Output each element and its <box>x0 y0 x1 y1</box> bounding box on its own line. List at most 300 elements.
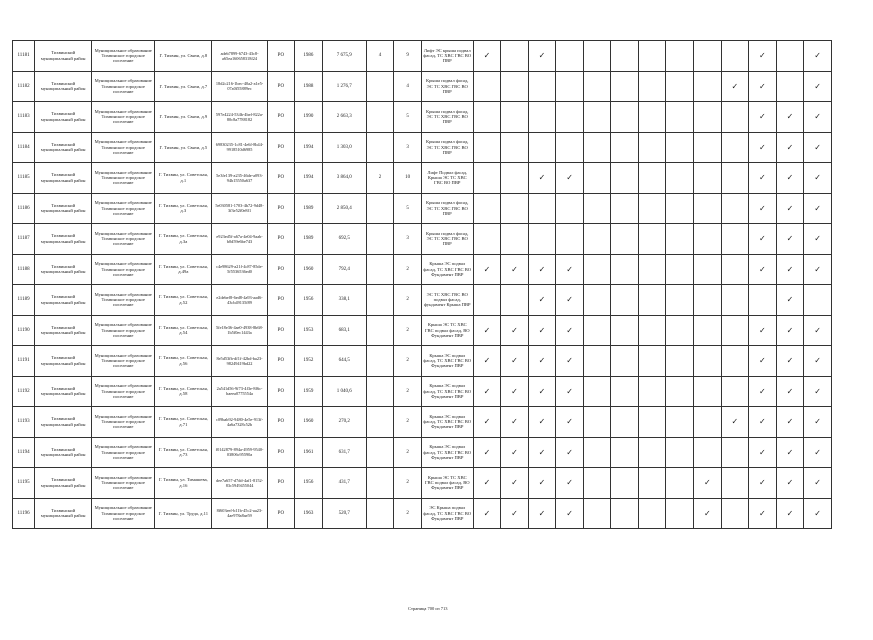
empty-check-cell <box>583 285 611 316</box>
guid-cell: dee7a657-d7dd-4af1-8152-83c5949455044 <box>212 468 267 499</box>
settlement-cell: Муниципальное образование Тихвинское городское поселение <box>92 254 155 285</box>
settlement-cell: Муниципальное образование Тихвинское городское поселение <box>92 346 155 377</box>
empty-check-cell <box>583 498 611 529</box>
table-row <box>13 254 832 285</box>
empty-check-cell <box>694 102 722 133</box>
works-list-cell: Крыша ЭС подвал фасад, ТС ХВС ГВС ВО Фундамент ПВР <box>421 376 473 407</box>
empty-check-cell <box>611 376 639 407</box>
empty-check-cell <box>583 376 611 407</box>
fund-type-cell: РО <box>267 498 295 529</box>
empty-check-cell <box>583 163 611 194</box>
empty-check-cell <box>556 193 584 224</box>
floors-cell: 3 <box>394 224 422 255</box>
settlement-cell: Муниципальное образование Тихвинское городское поселение <box>92 132 155 163</box>
empty-check-cell <box>611 254 639 285</box>
empty-check-cell <box>638 163 666 194</box>
district-cell: Тихвинский муниципальный район <box>35 163 92 194</box>
empty-check-cell <box>583 468 611 499</box>
row-number: 11182 <box>13 71 35 102</box>
empty-check-cell <box>583 346 611 377</box>
guid-cell: f0142879-894a-4959-9540-03806c95590a <box>212 437 267 468</box>
check-mark-icon: ✓ <box>776 163 804 194</box>
empty-check-cell <box>528 102 556 133</box>
settlement-cell: Муниципальное образование Тихвинское городское поселение <box>92 71 155 102</box>
empty-check-cell <box>611 407 639 438</box>
table-row <box>13 437 832 468</box>
fund-type-cell: РО <box>267 285 295 316</box>
empty-check-cell <box>638 315 666 346</box>
elevators-cell <box>366 71 394 102</box>
check-mark-icon: ✓ <box>776 224 804 255</box>
check-mark-icon: ✓ <box>473 346 501 377</box>
check-mark-icon: ✓ <box>528 498 556 529</box>
empty-check-cell <box>611 71 639 102</box>
address-cell: Г. Тихвин, ул. Труда, д.11 <box>155 498 212 529</box>
empty-check-cell <box>666 376 694 407</box>
empty-check-cell <box>473 102 501 133</box>
row-number: 11185 <box>13 163 35 194</box>
empty-check-cell <box>501 193 529 224</box>
year-cell: 1956 <box>295 468 323 499</box>
address-cell: Г. Тихвин, ул. Советская, д.1 <box>155 163 212 194</box>
empty-check-cell <box>638 376 666 407</box>
floors-cell: 2 <box>394 254 422 285</box>
check-mark-icon: ✓ <box>749 224 777 255</box>
settlement-cell: Муниципальное образование Тихвинское городское поселение <box>92 41 155 72</box>
row-number: 11181 <box>13 41 35 72</box>
check-mark-icon: ✓ <box>473 315 501 346</box>
row-number: 11192 <box>13 376 35 407</box>
guid-cell: c4e98629-a21f-4c87-85de-5f5536536ed0 <box>212 254 267 285</box>
check-mark-icon: ✓ <box>749 498 777 529</box>
empty-check-cell <box>776 71 804 102</box>
guid-cell: 8f603eef-b11b-45c2-aa23-4ae978a8ae59 <box>212 498 267 529</box>
works-list-cell: Крыша ЭС подвал фасад, ТС ХВС ГВС ВО Фундамент ПВР <box>421 254 473 285</box>
check-mark-icon: ✓ <box>528 163 556 194</box>
elevators-cell: 4 <box>366 41 394 72</box>
row-number: 11194 <box>13 437 35 468</box>
row-number: 11187 <box>13 224 35 255</box>
check-mark-icon: ✓ <box>556 285 584 316</box>
year-cell: 1989 <box>295 224 323 255</box>
empty-check-cell <box>721 254 749 285</box>
settlement-cell: Муниципальное образование Тихвинское городское поселение <box>92 498 155 529</box>
empty-check-cell <box>666 285 694 316</box>
check-mark-icon: ✓ <box>694 498 722 529</box>
settlement-cell: Муниципальное образование Тихвинское городское поселение <box>92 468 155 499</box>
district-cell: Тихвинский муниципальный район <box>35 498 92 529</box>
district-cell: Тихвинский муниципальный район <box>35 285 92 316</box>
fund-type-cell: РО <box>267 346 295 377</box>
empty-check-cell <box>528 132 556 163</box>
year-cell: 1960 <box>295 254 323 285</box>
settlement-cell: Муниципальное образование Тихвинское городское поселение <box>92 102 155 133</box>
check-mark-icon: ✓ <box>776 193 804 224</box>
empty-check-cell <box>666 407 694 438</box>
works-list-cell: Крыша ЭС подвал фасад, ТС ХВС ГВС ВО Фундамент ПВР <box>421 437 473 468</box>
check-mark-icon: ✓ <box>501 346 529 377</box>
table-row <box>13 102 832 133</box>
empty-check-cell <box>666 498 694 529</box>
guid-cell: 5e030581-1703-4b72-9d48-3f3e52f0e8f1 <box>212 193 267 224</box>
empty-check-cell <box>556 41 584 72</box>
check-mark-icon: ✓ <box>749 407 777 438</box>
area-cell: 2 663,3 <box>322 102 366 133</box>
empty-check-cell <box>721 285 749 316</box>
empty-check-cell <box>694 346 722 377</box>
empty-check-cell <box>666 41 694 72</box>
row-number: 11186 <box>13 193 35 224</box>
check-mark-icon: ✓ <box>776 437 804 468</box>
check-mark-icon: ✓ <box>804 437 832 468</box>
year-cell: 1961 <box>295 437 323 468</box>
works-list-cell: Крыша ЭС подвал фасад, ТС ХВС ГВС ВО Фундамент ПВР <box>421 407 473 438</box>
elevators-cell <box>366 437 394 468</box>
row-number: 11188 <box>13 254 35 285</box>
check-mark-icon: ✓ <box>721 407 749 438</box>
address-cell: Г. Тихвин, ул. Тимашева, д.16 <box>155 468 212 499</box>
empty-check-cell <box>638 468 666 499</box>
empty-check-cell <box>473 163 501 194</box>
empty-check-cell <box>638 71 666 102</box>
empty-check-cell <box>694 71 722 102</box>
row-number: 11196 <box>13 498 35 529</box>
guid-cell: 18d2c216-1bec-40a2-a1e5-07a0f55889ec <box>212 71 267 102</box>
district-cell: Тихвинский муниципальный район <box>35 41 92 72</box>
check-mark-icon: ✓ <box>804 224 832 255</box>
empty-check-cell <box>694 132 722 163</box>
table-row <box>13 468 832 499</box>
check-mark-icon: ✓ <box>556 346 584 377</box>
empty-check-cell <box>528 224 556 255</box>
check-mark-icon: ✓ <box>749 132 777 163</box>
address-cell: Г. Тихвин, ул. Связи, д.5 <box>155 132 212 163</box>
row-number: 11195 <box>13 468 35 499</box>
check-mark-icon: ✓ <box>501 376 529 407</box>
check-mark-icon: ✓ <box>749 254 777 285</box>
fund-type-cell: РО <box>267 132 295 163</box>
check-mark-icon: ✓ <box>528 437 556 468</box>
works-list-cell: Крыша подвал фасад, ЭС ТС ХВС ГВС ВО ПВР <box>421 193 473 224</box>
fund-type-cell: РО <box>267 163 295 194</box>
address-cell: Г. Тихвин, ул. Связи, д.8 <box>155 41 212 72</box>
elevators-cell <box>366 376 394 407</box>
empty-check-cell <box>666 193 694 224</box>
empty-check-cell <box>583 102 611 133</box>
empty-check-cell <box>501 163 529 194</box>
check-mark-icon: ✓ <box>694 468 722 499</box>
floors-cell: 2 <box>394 376 422 407</box>
empty-check-cell <box>583 193 611 224</box>
works-list-cell: Крыша подвал фасад, ЭС ТС ХВС ГВС ВО ПВР <box>421 102 473 133</box>
empty-check-cell <box>583 315 611 346</box>
empty-check-cell <box>638 224 666 255</box>
elevators-cell <box>366 254 394 285</box>
empty-check-cell <box>556 102 584 133</box>
area-cell: 644,5 <box>322 346 366 377</box>
table-row <box>13 41 832 72</box>
check-mark-icon: ✓ <box>776 376 804 407</box>
empty-check-cell <box>556 132 584 163</box>
check-mark-icon: ✓ <box>556 376 584 407</box>
settlement-cell: Муниципальное образование Тихвинское городское поселение <box>92 407 155 438</box>
row-number: 11189 <box>13 285 35 316</box>
empty-check-cell <box>611 224 639 255</box>
year-cell: 1994 <box>295 132 323 163</box>
empty-check-cell <box>666 163 694 194</box>
works-list-cell: Крыша ЭС ТС ХВС ГВС подвал фасад, ВО Фундамент ПВР <box>421 468 473 499</box>
check-mark-icon: ✓ <box>749 193 777 224</box>
district-cell: Тихвинский муниципальный район <box>35 346 92 377</box>
empty-check-cell <box>721 224 749 255</box>
year-cell: 1963 <box>295 498 323 529</box>
area-cell: 1 303,0 <box>322 132 366 163</box>
table-row <box>13 224 832 255</box>
empty-check-cell <box>666 437 694 468</box>
empty-check-cell <box>473 193 501 224</box>
elevators-cell <box>366 407 394 438</box>
check-mark-icon: ✓ <box>804 254 832 285</box>
table-row <box>13 193 832 224</box>
district-cell: Тихвинский муниципальный район <box>35 193 92 224</box>
table-row <box>13 407 832 438</box>
empty-check-cell <box>556 71 584 102</box>
floors-cell: 3 <box>394 132 422 163</box>
check-mark-icon: ✓ <box>501 468 529 499</box>
guid-cell: 5e3fe139-a235-46de-a093-94b15550a637 <box>212 163 267 194</box>
district-cell: Тихвинский муниципальный район <box>35 102 92 133</box>
guid-cell: adeb7899-6743-43c8-a65ea160658318f24 <box>212 41 267 72</box>
check-mark-icon: ✓ <box>804 498 832 529</box>
empty-check-cell <box>611 132 639 163</box>
check-mark-icon: ✓ <box>749 41 777 72</box>
check-mark-icon: ✓ <box>749 468 777 499</box>
empty-check-cell <box>473 71 501 102</box>
floors-cell: 2 <box>394 315 422 346</box>
check-mark-icon: ✓ <box>528 285 556 316</box>
empty-check-cell <box>749 285 777 316</box>
page-footer: Страница 700 из 713 <box>408 606 448 611</box>
check-mark-icon: ✓ <box>804 346 832 377</box>
area-cell: 2 850,4 <box>322 193 366 224</box>
district-cell: Тихвинский муниципальный район <box>35 437 92 468</box>
year-cell: 1989 <box>295 193 323 224</box>
empty-check-cell <box>666 468 694 499</box>
empty-check-cell <box>666 346 694 377</box>
empty-check-cell <box>611 193 639 224</box>
year-cell: 1994 <box>295 163 323 194</box>
check-mark-icon: ✓ <box>776 315 804 346</box>
empty-check-cell <box>611 498 639 529</box>
empty-check-cell <box>721 102 749 133</box>
empty-check-cell <box>611 346 639 377</box>
settlement-cell: Муниципальное образование Тихвинское городское поселение <box>92 163 155 194</box>
floors-cell: 2 <box>394 468 422 499</box>
empty-check-cell <box>666 132 694 163</box>
table-row <box>13 376 832 407</box>
works-list-cell: ЭС ТС ХВС ГВС ВО подвал фасад, фундамент Крыша ПВР <box>421 285 473 316</box>
district-cell: Тихвинский муниципальный район <box>35 224 92 255</box>
check-mark-icon: ✓ <box>749 315 777 346</box>
empty-check-cell <box>666 224 694 255</box>
district-cell: Тихвинский муниципальный район <box>35 315 92 346</box>
check-mark-icon: ✓ <box>501 498 529 529</box>
year-cell: 1956 <box>295 285 323 316</box>
check-mark-icon: ✓ <box>804 315 832 346</box>
check-mark-icon: ✓ <box>556 254 584 285</box>
empty-check-cell <box>638 41 666 72</box>
elevators-cell <box>366 132 394 163</box>
fund-type-cell: РО <box>267 437 295 468</box>
works-list-cell: Лифт ЭС крыша подвал фасад, ТС ХВС ГВС ВО ПВР <box>421 41 473 72</box>
fund-type-cell: РО <box>267 254 295 285</box>
check-mark-icon: ✓ <box>501 407 529 438</box>
empty-check-cell <box>721 376 749 407</box>
year-cell: 1990 <box>295 102 323 133</box>
area-cell: 3 864,0 <box>322 163 366 194</box>
area-cell: 1 276,7 <box>322 71 366 102</box>
empty-check-cell <box>638 407 666 438</box>
area-cell: 1 040,6 <box>322 376 366 407</box>
check-mark-icon: ✓ <box>556 498 584 529</box>
empty-check-cell <box>611 285 639 316</box>
check-mark-icon: ✓ <box>556 468 584 499</box>
guid-cell: c09bab92-9480-4e5e-913f-4a6a7328c52b <box>212 407 267 438</box>
empty-check-cell <box>501 41 529 72</box>
fund-type-cell: РО <box>267 224 295 255</box>
check-mark-icon: ✓ <box>473 376 501 407</box>
area-cell: 431,7 <box>322 468 366 499</box>
address-cell: Г. Тихвин, ул. Советская, д.49а <box>155 254 212 285</box>
check-mark-icon: ✓ <box>528 254 556 285</box>
empty-check-cell <box>611 102 639 133</box>
area-cell: 270,2 <box>322 407 366 438</box>
check-mark-icon: ✓ <box>528 376 556 407</box>
works-list-cell: Крыша ЭС ТС ХВС ГВС подвал фасад, ВО Фундамент ПВР <box>421 315 473 346</box>
works-list-cell: Лифт Подвал фасад, Крыша ЭС ТС ХВС ГВС ВО ПВР <box>421 163 473 194</box>
check-mark-icon: ✓ <box>501 437 529 468</box>
check-mark-icon: ✓ <box>804 407 832 438</box>
empty-check-cell <box>666 254 694 285</box>
settlement-cell: Муниципальное образование Тихвинское городское поселение <box>92 285 155 316</box>
works-list-cell: Крыша подвал фасад, ЭС ТС ХВС ГВС ВО ПВР <box>421 132 473 163</box>
district-cell: Тихвинский муниципальный район <box>35 254 92 285</box>
row-number: 11190 <box>13 315 35 346</box>
floors-cell: 5 <box>394 193 422 224</box>
empty-check-cell <box>501 102 529 133</box>
district-cell: Тихвинский муниципальный район <box>35 376 92 407</box>
floors-cell: 4 <box>394 71 422 102</box>
fund-type-cell: РО <box>267 407 295 438</box>
table-row <box>13 163 832 194</box>
works-list-cell: Крыша подвал фасад, ЭС ТС ХВС ГВС ВО ПВР <box>421 224 473 255</box>
table-row <box>13 498 832 529</box>
empty-check-cell <box>721 193 749 224</box>
check-mark-icon: ✓ <box>473 437 501 468</box>
floors-cell: 9 <box>394 41 422 72</box>
empty-check-cell <box>694 254 722 285</box>
empty-check-cell <box>694 376 722 407</box>
year-cell: 1952 <box>295 346 323 377</box>
row-number: 11191 <box>13 346 35 377</box>
works-list-cell: Крыша подвал фасад, ЭС ТС ХВС ГВС ВО ПВР <box>421 71 473 102</box>
check-mark-icon: ✓ <box>804 193 832 224</box>
floors-cell: 5 <box>394 102 422 133</box>
empty-check-cell <box>721 346 749 377</box>
area-cell: 631,7 <box>322 437 366 468</box>
empty-check-cell <box>473 224 501 255</box>
empty-check-cell <box>638 285 666 316</box>
address-cell: Г. Тихвин, ул. Советская, д.71 <box>155 407 212 438</box>
check-mark-icon: ✓ <box>776 285 804 316</box>
empty-check-cell <box>721 498 749 529</box>
elevators-cell <box>366 102 394 133</box>
floors-cell: 10 <box>394 163 422 194</box>
empty-check-cell <box>694 193 722 224</box>
check-mark-icon: ✓ <box>804 163 832 194</box>
empty-check-cell <box>694 163 722 194</box>
empty-check-cell <box>611 41 639 72</box>
row-number: 11184 <box>13 132 35 163</box>
empty-check-cell <box>583 254 611 285</box>
area-cell: 520,7 <box>322 498 366 529</box>
check-mark-icon: ✓ <box>804 71 832 102</box>
empty-check-cell <box>501 224 529 255</box>
empty-check-cell <box>528 71 556 102</box>
table-row <box>13 346 832 377</box>
check-mark-icon: ✓ <box>528 407 556 438</box>
empty-check-cell <box>694 437 722 468</box>
row-number: 11183 <box>13 102 35 133</box>
empty-check-cell <box>528 193 556 224</box>
area-cell: 792,4 <box>322 254 366 285</box>
empty-check-cell <box>583 437 611 468</box>
address-cell: Г. Тихвин, ул. Советская, д.3 <box>155 193 212 224</box>
empty-check-cell <box>638 193 666 224</box>
check-mark-icon: ✓ <box>776 346 804 377</box>
check-mark-icon: ✓ <box>804 376 832 407</box>
year-cell: 1986 <box>295 41 323 72</box>
elevators-cell <box>366 224 394 255</box>
check-mark-icon: ✓ <box>776 102 804 133</box>
table-row <box>13 285 832 316</box>
floors-cell: 2 <box>394 407 422 438</box>
empty-check-cell <box>694 41 722 72</box>
empty-check-cell <box>721 437 749 468</box>
floors-cell: 2 <box>394 437 422 468</box>
empty-check-cell <box>721 132 749 163</box>
empty-check-cell <box>611 315 639 346</box>
floors-cell: 2 <box>394 285 422 316</box>
empty-check-cell <box>721 315 749 346</box>
check-mark-icon: ✓ <box>473 41 501 72</box>
elevators-cell: 2 <box>366 163 394 194</box>
check-mark-icon: ✓ <box>804 132 832 163</box>
fund-type-cell: РО <box>267 41 295 72</box>
check-mark-icon: ✓ <box>528 468 556 499</box>
year-cell: 1959 <box>295 376 323 407</box>
address-cell: Г. Тихвин, ул. Связи, д.9 <box>155 102 212 133</box>
elevators-cell <box>366 193 394 224</box>
guid-cell: e923ed5f-a67a-4e04-9aab-b0d59e6be743 <box>212 224 267 255</box>
table-body <box>13 41 832 529</box>
table-row <box>13 132 832 163</box>
area-cell: 338,1 <box>322 285 366 316</box>
guid-cell: e2debef8-6ed8-4a93-aad6-43cb49135f89 <box>212 285 267 316</box>
address-cell: Г. Тихвин, ул. Советская, д.58 <box>155 376 212 407</box>
elevators-cell <box>366 498 394 529</box>
empty-check-cell <box>776 41 804 72</box>
